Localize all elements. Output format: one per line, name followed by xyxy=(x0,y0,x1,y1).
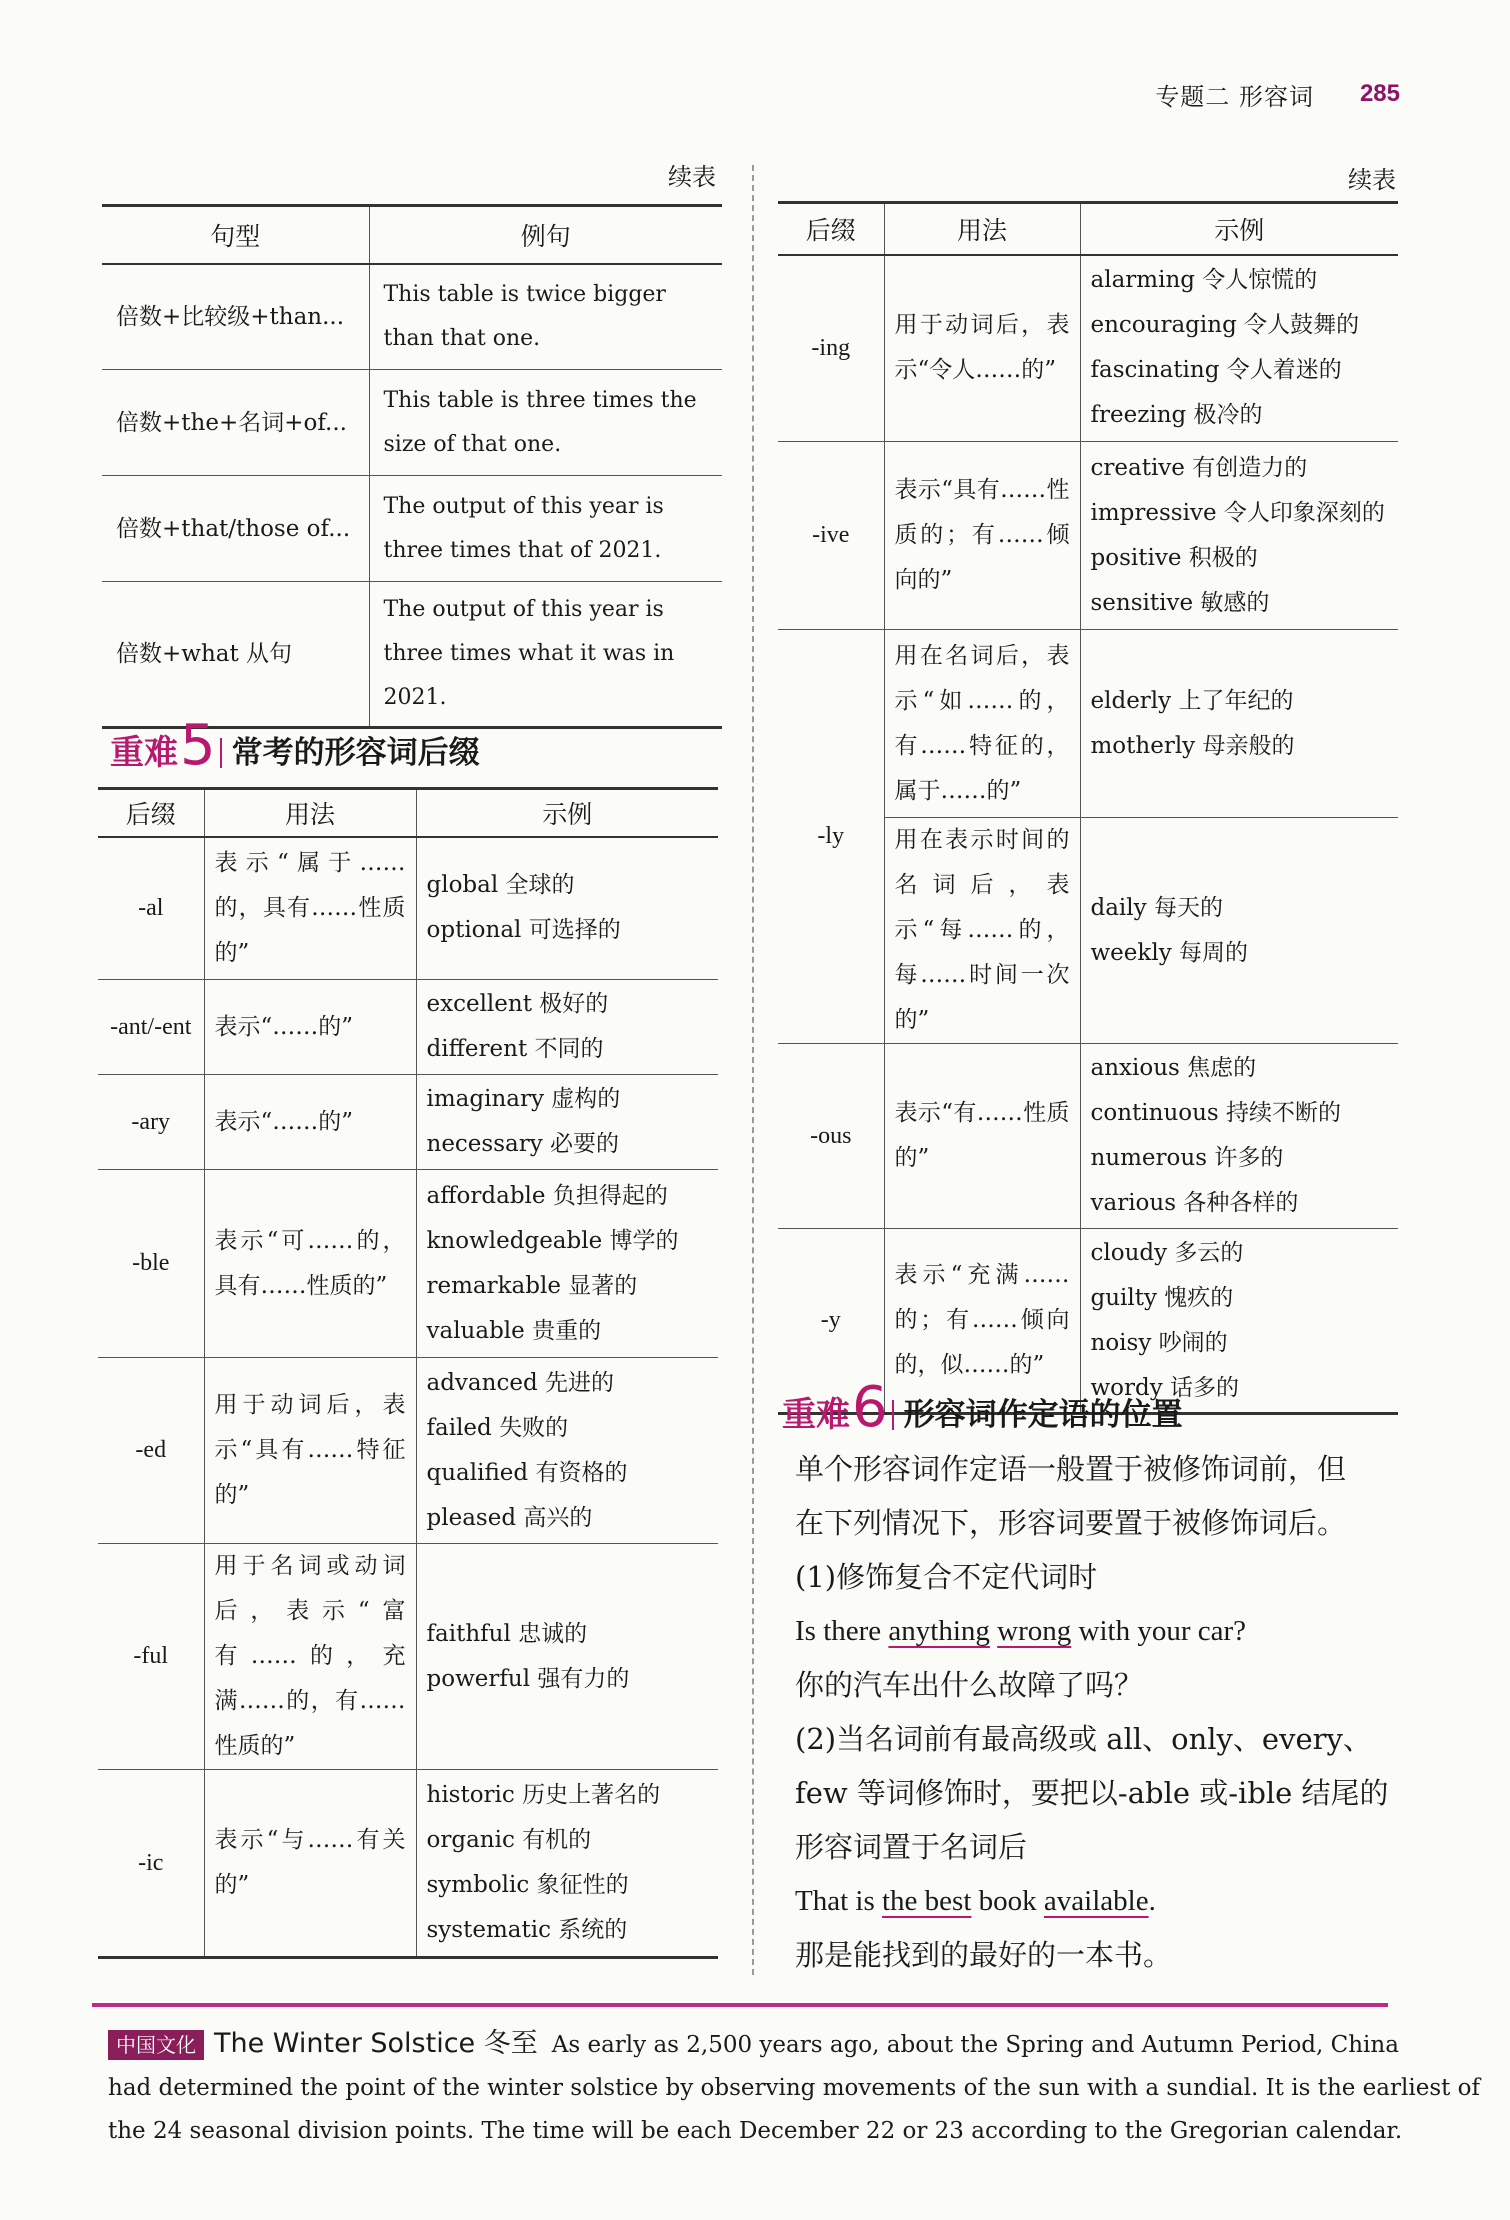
page-number: 285 xyxy=(1359,80,1400,107)
table-row xyxy=(98,837,718,980)
usage-cell: 用于动词后，表示“具有……特征的” xyxy=(204,1358,416,1544)
text-span: Is there xyxy=(795,1615,889,1647)
pattern-cell: 倍数+the+名词+of... xyxy=(116,409,347,436)
section-label: 重难 xyxy=(110,733,178,773)
table-row xyxy=(102,582,722,728)
example-item: encouraging 令人鼓舞的 xyxy=(1090,312,1360,339)
example-item: organic 有机的 xyxy=(426,1827,592,1853)
example-item: daily 每天的 xyxy=(1090,894,1223,921)
example-cell: This table is twice bigger than that one. xyxy=(369,264,722,370)
usage-cell: 表示“可……的，具有……性质的” xyxy=(204,1170,416,1358)
example-item: guilty 愧疚的 xyxy=(1090,1284,1234,1311)
page-header xyxy=(1155,74,1400,114)
table-row xyxy=(102,370,722,476)
usage-cell: 用在名词后，表示“如……的，有……特征的，属于……的” xyxy=(884,630,1080,818)
section-title: 专题二 形容词 xyxy=(1155,82,1314,111)
col-header: 句型 xyxy=(210,221,261,251)
section6-body xyxy=(795,1442,1395,1982)
example-item: remarkable 显著的 xyxy=(426,1272,638,1299)
underlined-word: anything xyxy=(888,1615,990,1647)
table-row xyxy=(98,1170,718,1358)
table-row xyxy=(778,1044,1398,1229)
example-item: pleased 高兴的 xyxy=(426,1504,593,1531)
usage-cell: 表示“具有……性质的；有……倾向的” xyxy=(884,442,1080,630)
usage-cell: 表示“充满……的；有……倾向的，似……的” xyxy=(884,1229,1080,1414)
pattern-cell: 倍数+what 从句 xyxy=(116,641,293,667)
usage-cell: 表示“属于……的，具有……性质的” xyxy=(204,837,416,980)
example-item: qualified 有资格的 xyxy=(426,1459,628,1486)
section-number: 6 xyxy=(852,1375,888,1440)
example-translation: 你的汽车出什么故障了吗？ xyxy=(795,1668,1144,1702)
example-item: wordy 话多的 xyxy=(1090,1374,1240,1401)
section6-heading xyxy=(782,1374,1183,1440)
heading-bar xyxy=(220,738,222,768)
col-header: 用法 xyxy=(884,203,1080,255)
example-item: different 不同的 xyxy=(426,1036,604,1062)
suffix-cell: -al xyxy=(138,894,164,921)
example-item: powerful 强有力的 xyxy=(426,1665,630,1692)
table-row xyxy=(102,264,722,370)
usage-cell: 表示“与……有关的” xyxy=(204,1770,416,1958)
col-header: 例句 xyxy=(369,206,722,264)
example-item: excellent 极好的 xyxy=(426,991,609,1017)
example-item: sensitive 敏感的 xyxy=(1090,589,1270,616)
example-item: global 全球的 xyxy=(426,872,575,899)
example-item: cloudy 多云的 xyxy=(1090,1239,1244,1266)
col-header: 示例 xyxy=(416,789,718,837)
example-cell xyxy=(416,1170,718,1358)
example-cell xyxy=(416,1075,718,1170)
usage-cell: 用于动词后，表示“令人……的” xyxy=(884,255,1080,442)
example-item: alarming 令人惊慌的 xyxy=(1090,267,1318,294)
table-row xyxy=(98,1075,718,1170)
table-row xyxy=(778,442,1398,630)
suffix-cell: -ful xyxy=(133,1643,169,1669)
example-item: historic 历史上著名的 xyxy=(426,1782,661,1808)
body-line: 形容词置于名词后 xyxy=(795,1830,1028,1864)
culture-text: the 24 seasonal division points. The time will be each December 22 or 23 according to the Gregorian calendar. xyxy=(108,2118,1403,2144)
underlined-word: available xyxy=(1043,1885,1149,1917)
example-item: fascinating 令人着迷的 xyxy=(1090,357,1342,384)
suffix-cell: -y xyxy=(820,1307,841,1333)
table-row xyxy=(98,980,718,1075)
example-cell xyxy=(416,1770,718,1958)
example-cell xyxy=(1080,1044,1398,1229)
left-continued-label: 续表 xyxy=(668,163,716,191)
usage-cell: 用在表示时间的名词后，表示“每……的，每……时间一次的” xyxy=(884,818,1080,1044)
example-sentence xyxy=(795,1874,1395,1928)
example-item: failed 失败的 xyxy=(426,1414,569,1441)
example-cell xyxy=(416,980,718,1075)
example-item: impressive 令人印象深刻的 xyxy=(1090,499,1385,526)
suffix-table-left xyxy=(98,787,718,1959)
culture-text: had determined the point of the winter solstice by observing movements of the sun with a sundial. It is the earliest of xyxy=(108,2075,1481,2101)
suffix-cell: -ly xyxy=(817,823,845,849)
usage-cell: 用于名词或动词后，表示“富有……的，充满……的，有……性质的” xyxy=(204,1544,416,1770)
example-cell xyxy=(416,1544,718,1770)
suffix-cell: -ive xyxy=(812,522,850,548)
underlined-word: the best xyxy=(882,1885,972,1917)
example-item: various 各种各样的 xyxy=(1090,1190,1299,1216)
example-cell xyxy=(1080,630,1398,818)
example-translation: 那是能找到的最好的一本书。 xyxy=(795,1938,1173,1972)
column-divider xyxy=(752,165,754,1975)
heading-bar xyxy=(892,1400,894,1430)
example-cell xyxy=(1080,442,1398,630)
example-cell xyxy=(416,1358,718,1544)
suffix-cell: -ary xyxy=(131,1108,171,1135)
example-cell: The output of this year is three times what it was in 2021. xyxy=(369,582,722,728)
text-span: book xyxy=(971,1885,1044,1917)
col-header: 示例 xyxy=(1080,203,1398,255)
pattern-table xyxy=(102,204,722,729)
example-cell xyxy=(416,837,718,980)
example-item: elderly 上了年纪的 xyxy=(1090,687,1294,714)
footer-rule xyxy=(92,2003,1388,2007)
section-title: 形容词作定语的位置 xyxy=(903,1397,1183,1433)
case-heading: (1)修饰复合不定代词时 xyxy=(795,1560,1098,1594)
example-item: optional 可选择的 xyxy=(426,917,621,944)
case-heading: (2)当名词前有最高级或 all、only、every、 xyxy=(795,1722,1372,1756)
culture-title: The Winter Solstice 冬至 xyxy=(214,2028,538,2059)
section-label: 重难 xyxy=(782,1395,850,1435)
pattern-cell: 倍数+比较级+than... xyxy=(116,303,345,330)
text-span: . xyxy=(1148,1885,1156,1917)
pattern-cell: 倍数+that/those of... xyxy=(116,515,351,542)
section-title: 常考的形容词后缀 xyxy=(231,735,480,771)
underlined-word: wrong xyxy=(997,1615,1072,1647)
suffix-cell: -ic xyxy=(138,1849,164,1876)
col-header: 后缀 xyxy=(125,799,176,829)
example-item: knowledgeable 博学的 xyxy=(426,1227,679,1254)
suffix-cell: -ed xyxy=(135,1437,167,1463)
example-cell: This table is three times the size of that one. xyxy=(369,370,722,476)
example-item: weekly 每周的 xyxy=(1090,939,1249,966)
example-item: systematic 系统的 xyxy=(426,1917,628,1943)
table-row xyxy=(778,255,1398,442)
text-span: with your car? xyxy=(1071,1615,1247,1647)
example-sentence xyxy=(795,1604,1395,1658)
example-item: creative 有创造力的 xyxy=(1090,454,1308,481)
example-item: symbolic 象征性的 xyxy=(426,1872,629,1898)
section-number: 5 xyxy=(180,713,216,778)
usage-cell: 表示“……的” xyxy=(204,1075,416,1170)
example-item: imaginary 虚构的 xyxy=(426,1086,621,1112)
body-line: 在下列情况下，形容词要置于被修饰词后。 xyxy=(795,1506,1347,1540)
body-line: 单个形容词作定语一般置于被修饰词前，但 xyxy=(795,1452,1347,1486)
table-row xyxy=(98,1544,718,1770)
suffix-cell: -ant/-ent xyxy=(110,1013,192,1040)
culture-badge: 中国文化 xyxy=(108,2030,204,2060)
suffix-cell: -ous xyxy=(810,1122,852,1149)
right-continued-label: 续表 xyxy=(1348,166,1396,194)
culture-note xyxy=(108,2022,1481,2153)
usage-cell: 表示“……的” xyxy=(204,980,416,1075)
suffix-table-right xyxy=(778,201,1398,1415)
example-item: continuous 持续不断的 xyxy=(1090,1100,1342,1126)
col-header: 后缀 xyxy=(805,215,856,245)
example-cell xyxy=(1080,818,1398,1044)
table-row xyxy=(102,476,722,582)
example-item: positive 积极的 xyxy=(1090,544,1258,571)
table-row xyxy=(98,1358,718,1544)
example-item: freezing 极冷的 xyxy=(1090,402,1263,429)
example-cell xyxy=(1080,255,1398,442)
example-item: affordable 负担得起的 xyxy=(426,1182,668,1209)
table-row xyxy=(778,630,1398,818)
example-item: anxious 焦虑的 xyxy=(1090,1055,1257,1081)
example-item: motherly 母亲般的 xyxy=(1090,732,1295,759)
example-item: advanced 先进的 xyxy=(426,1369,614,1396)
suffix-cell: -ble xyxy=(132,1250,170,1276)
suffix-cell: -ing xyxy=(811,334,851,361)
body-line: few 等词修饰时，要把以-able 或-ible 结尾的 xyxy=(795,1776,1389,1810)
example-item: necessary 必要的 xyxy=(426,1131,620,1157)
example-item: noisy 吵闹的 xyxy=(1090,1329,1228,1356)
table-row xyxy=(98,1770,718,1958)
usage-cell: 表示“有……性质的” xyxy=(884,1044,1080,1229)
section5-heading xyxy=(110,712,480,778)
text-span: That is xyxy=(795,1885,882,1917)
example-item: numerous 许多的 xyxy=(1090,1145,1284,1171)
example-item: faithful 忠诚的 xyxy=(426,1620,588,1647)
example-item: valuable 贵重的 xyxy=(426,1317,602,1344)
culture-text: As early as 2,500 years ago, about the Spring and Autumn Period, China xyxy=(551,2032,1399,2058)
example-cell: The output of this year is three times that of 2021. xyxy=(369,476,722,582)
col-header: 用法 xyxy=(204,789,416,837)
